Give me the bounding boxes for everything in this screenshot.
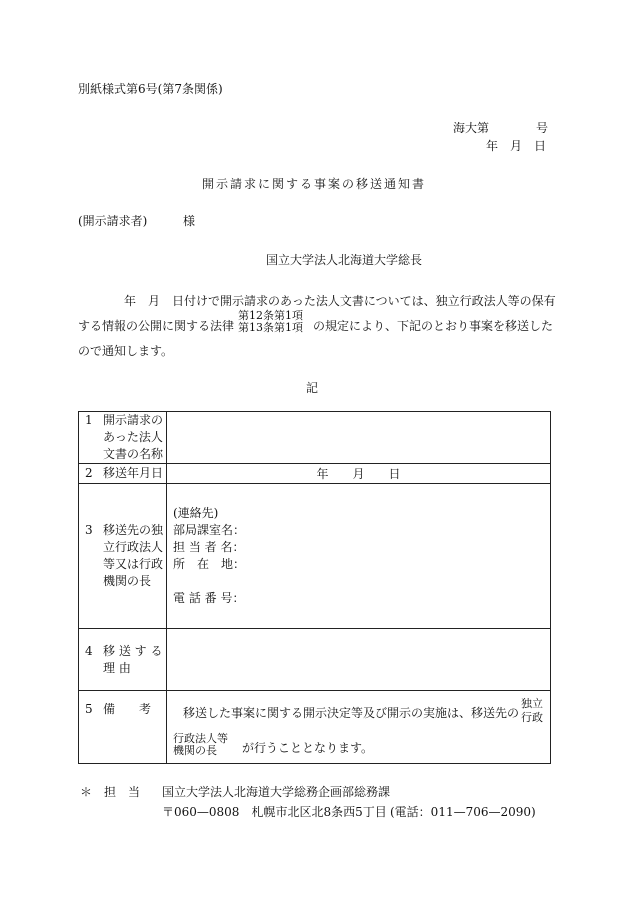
row-number: 5 bbox=[85, 702, 93, 716]
document-number-prefix: 海大第 bbox=[453, 121, 490, 135]
label-line: あった法人 bbox=[103, 430, 163, 444]
body-line-2-start: する情報の公開に関する法律 bbox=[78, 319, 235, 333]
person-in-charge-field: 担 当 者 名： bbox=[173, 540, 245, 554]
body-line-2-end: の規定により、下記のとおり事案を移送した bbox=[313, 319, 554, 333]
details-table bbox=[78, 411, 551, 764]
footer-address: 〒060—0808 札幌市北区北8条西5丁目 bbox=[162, 805, 387, 819]
remarks-label: 備 考 bbox=[103, 702, 152, 716]
form-reference: 別紙様式第6号(第7条関係) bbox=[78, 82, 223, 96]
article-option-12: 第12条第1項 bbox=[238, 309, 303, 322]
row-number: 3 bbox=[85, 523, 93, 537]
ki-heading: 記 bbox=[306, 381, 319, 395]
document-number-suffix: 号 bbox=[536, 121, 549, 135]
document-title: 開示請求に関する事案の移送通知書 bbox=[202, 177, 427, 191]
footer-phone: (電話：011—706—2090) bbox=[390, 805, 536, 819]
row-remarks bbox=[79, 691, 551, 764]
row-reason bbox=[79, 629, 551, 691]
row-number: 1 bbox=[85, 413, 93, 427]
label-line: 移送先の独 bbox=[103, 523, 164, 537]
label-line: 開示請求の bbox=[103, 413, 164, 427]
body-line-3: ので通知します。 bbox=[78, 344, 174, 358]
footer-organization: 国立大学法人北海道大学総務企画部総務課 bbox=[162, 785, 391, 799]
sender-name: 国立大学法人北海道大学総長 bbox=[266, 253, 423, 267]
row-number: 2 bbox=[85, 466, 93, 480]
article-option-13: 第13条第1項 bbox=[238, 321, 303, 334]
remarks-text-1: 移送した事案に関する開示決定等及び開示の実施は、移送先の bbox=[183, 706, 520, 720]
label-line: 理 由 bbox=[103, 660, 131, 675]
label-line: 移 送 す る bbox=[103, 643, 163, 658]
label-line: 機関の長 bbox=[103, 574, 152, 588]
remarks-option-a: 独立 行政 bbox=[521, 697, 543, 724]
label-line: 等又は行政 bbox=[103, 557, 164, 571]
row-number: 4 bbox=[85, 643, 93, 658]
remarks-field bbox=[167, 691, 551, 764]
transfer-date-label: 移送年月日 bbox=[103, 466, 164, 480]
contact-block bbox=[167, 505, 550, 607]
issue-date: 年 月 日 bbox=[486, 139, 547, 153]
label-line: 文書の名称 bbox=[103, 447, 164, 461]
body-line-1: 年 月 日付けで開示請求のあった法人文書については、独立行政法人等の保有 bbox=[124, 294, 556, 308]
address-field: 所 在 地： bbox=[173, 557, 246, 571]
department-field: 部局課室名： bbox=[173, 523, 246, 537]
reason-field bbox=[167, 629, 551, 691]
row-transfer-date bbox=[79, 464, 551, 484]
document-name-field bbox=[167, 412, 551, 464]
addressee-label: (開示請求者) bbox=[78, 214, 148, 228]
remarks-option-b: 行政法人等 機関の長 bbox=[173, 732, 228, 757]
remarks-text-2: が行うこととなります。 bbox=[242, 741, 374, 755]
footer-mark: ＊ bbox=[80, 785, 93, 799]
footer-label: 担 当 bbox=[104, 785, 141, 799]
addressee-honorific: 様 bbox=[183, 214, 196, 228]
row-transfer-destination bbox=[79, 484, 551, 629]
contact-heading: (連絡先) bbox=[173, 506, 219, 520]
transfer-date-field: 年 月 日 bbox=[167, 464, 551, 484]
row-document-name bbox=[79, 412, 551, 464]
label-line: 立行政法人 bbox=[103, 540, 164, 554]
article-options bbox=[238, 310, 303, 334]
phone-field: 電 話 番 号： bbox=[173, 591, 245, 605]
